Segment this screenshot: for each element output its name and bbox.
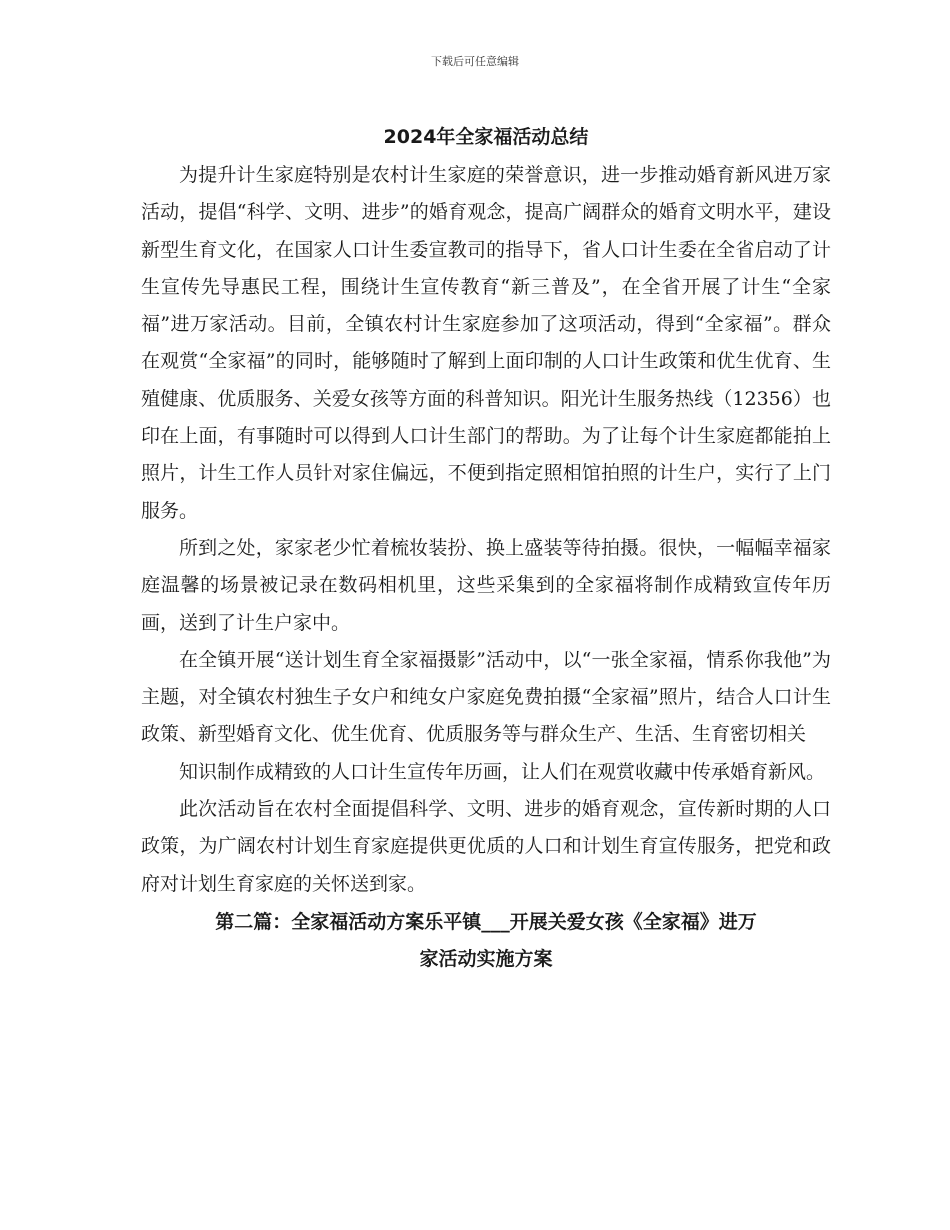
paragraph-3: 在全镇开展“送计划生育全家福摄影”活动中，以“一张全家福，情系你我他”为主题，对全镇农村独生子女户和纯女户家庭免费拍摄“全家福”照片，结合人口计生政策、新型婚育文化、优生优育、优质服务等与群众生产、生活、生育密切相关 (141, 648, 831, 746)
paragraph-1: 为提升计生家庭特别是农村计生家庭的荣誉意识，进一步推动婚育新风进万家活动，提倡“科学、文明、进步”的婚育观念，提高广阔群众的婚育文明水平，建设新型生育文化，在国家人口计生委宣教司的指导下，省人口计生委在全省启动了计生宣传先导惠民工程，围绕计生宣传教育“新三普及”，在全省开展了计生“全家福”进万家活动。目前，全镇农村计生家庭参加了这项活动，得到“全家福”。群众在观赏“全家福”的同时，能够随时了解到上面印制的人口计生政策和优生优育、生殖健康、优质服务、关爱女孩等方面的科普知识。阳光计生服务热线（12356）也印在上面，有事随时可以得到人口计生部门的帮助。为了让每个计生家庭都能拍上照片，计生工作人员针对家住偏远，不便到指定照相馆拍照的计生户，实行了上门服务。 (141, 164, 831, 522)
document-title: 2024年全家福活动总结 (383, 126, 589, 148)
document-body (141, 118, 831, 978)
paragraph-4: 知识制作成精致的人口计生宣传年历画，让人们在观赏收藏中传承婚育新风。 (179, 760, 826, 783)
section-title-line-1: 第二篇：全家福活动方案乐平镇___开展关爱女孩《全家福》进万 (215, 910, 757, 933)
paragraph-2: 所到之处，家家老少忙着梳妆装扮、换上盛装等待拍摄。很快，一幅幅幸福家庭温馨的场景被记录在数码相机里，这些采集到的全家福将制作成精致宣传年历画，送到了计生户家中。 (141, 536, 831, 634)
section-title-line-2: 家活动实施方案 (419, 947, 553, 970)
section-title (141, 904, 831, 978)
paragraph-5: 此次活动旨在农村全面提倡科学、文明、进步的婚育观念，宣传新时期的人口政策，为广阔农村计划生育家庭提供更优质的人口和计划生育宣传服务，把党和政府对计划生育家庭的关怀送到家。 (141, 798, 831, 895)
page-header: 下载后可任意编辑 (431, 55, 519, 68)
